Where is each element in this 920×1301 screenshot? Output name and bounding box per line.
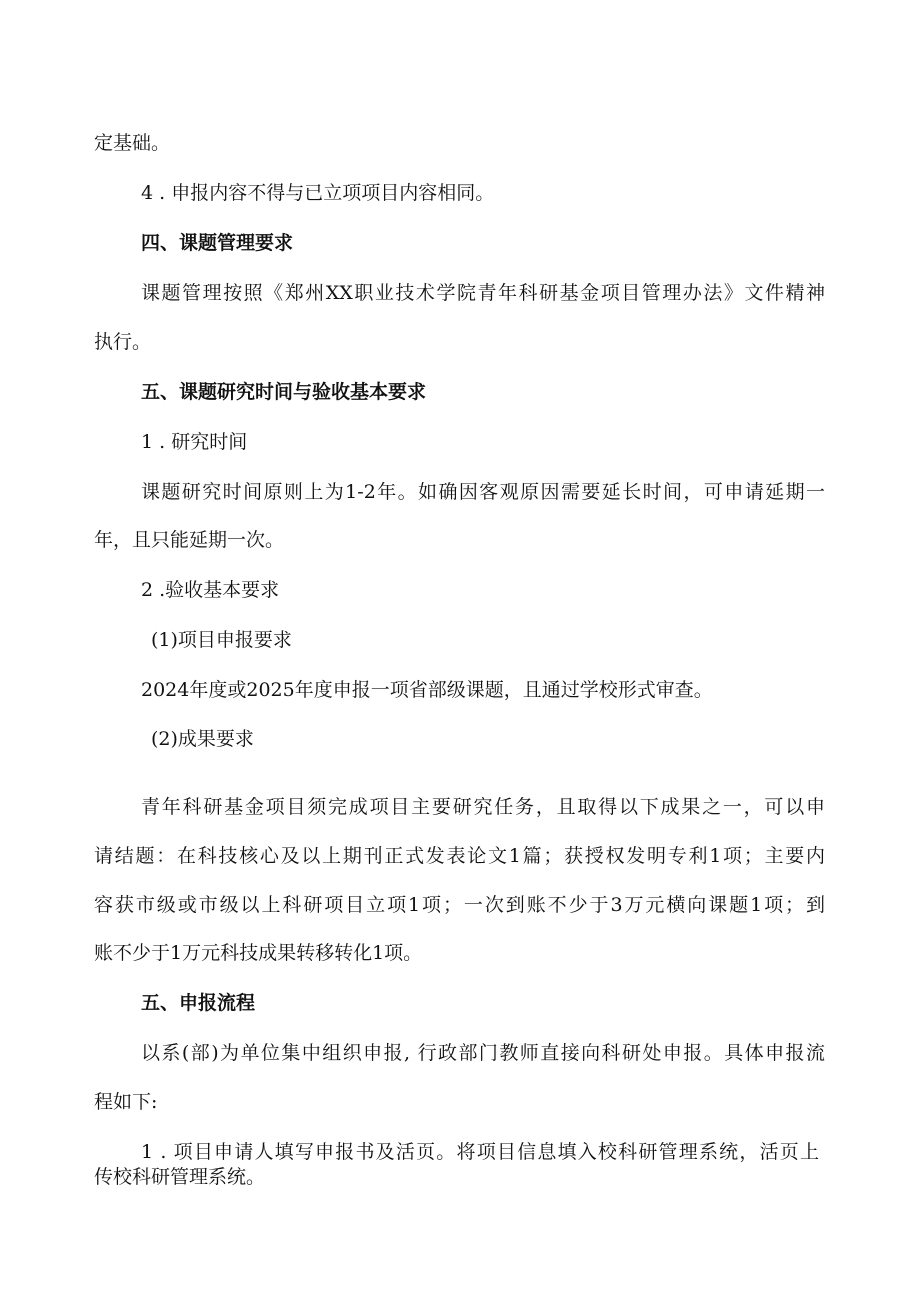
list-item-2: 2 .验收基本要求 <box>141 579 280 601</box>
paragraph-line: 以系(部)为单位集中组织申报, 行政部门教师直接向科研处申报。具体申报流 <box>141 1042 825 1064</box>
paragraph-line: 定基础。 <box>94 132 171 154</box>
paragraph-line: 2024年度或2025年度申报一项省部级课题，且通过学校形式审查。 <box>141 679 713 701</box>
paragraph-line: 年，且只能延期一次。 <box>94 529 285 551</box>
paragraph-line: 传校科研管理系统。 <box>94 1166 266 1188</box>
list-item-process-1: 1 . 项目申请人填写申报书及活页。将项目信息填入校科研管理系统，活页上 <box>141 1141 819 1163</box>
paragraph-line: 青年科研基金项目须完成项目主要研究任务，且取得以下成果之一，可以申 <box>141 796 825 818</box>
sub-item-2: (2)成果要求 <box>151 728 254 750</box>
paragraph-line: 课题研究时间原则上为1-2年。如确因客观原因需要延长时间，可申请延期一 <box>141 481 825 503</box>
paragraph-line: 程如下: <box>94 1091 158 1113</box>
list-item-1: 1 . 研究时间 <box>141 431 248 453</box>
list-item-4: 4 . 申报内容不得与已立项项目内容相同。 <box>141 182 495 204</box>
paragraph-line: 容获市级或市级以上科研项目立项1项；一次到账不少于3万元横向课题1项；到 <box>94 894 825 916</box>
section-heading-research-time: 五、课题研究时间与验收基本要求 <box>141 381 427 403</box>
paragraph-line: 执行。 <box>94 331 152 353</box>
sub-item-1: (1)项目申报要求 <box>151 629 292 651</box>
paragraph-line: 请结题：在科技核心及以上期刊正式发表论文1篇；获授权发明专利1项；主要内 <box>94 845 825 867</box>
section-heading-management: 四、课题管理要求 <box>141 232 294 254</box>
paragraph-line: 课题管理按照《郑州XX职业技术学院青年科研基金项目管理办法》文件精神 <box>141 282 825 304</box>
paragraph-line: 账不少于1万元科技成果转移转化1项。 <box>94 942 423 964</box>
section-heading-application-process: 五、申报流程 <box>141 992 256 1014</box>
